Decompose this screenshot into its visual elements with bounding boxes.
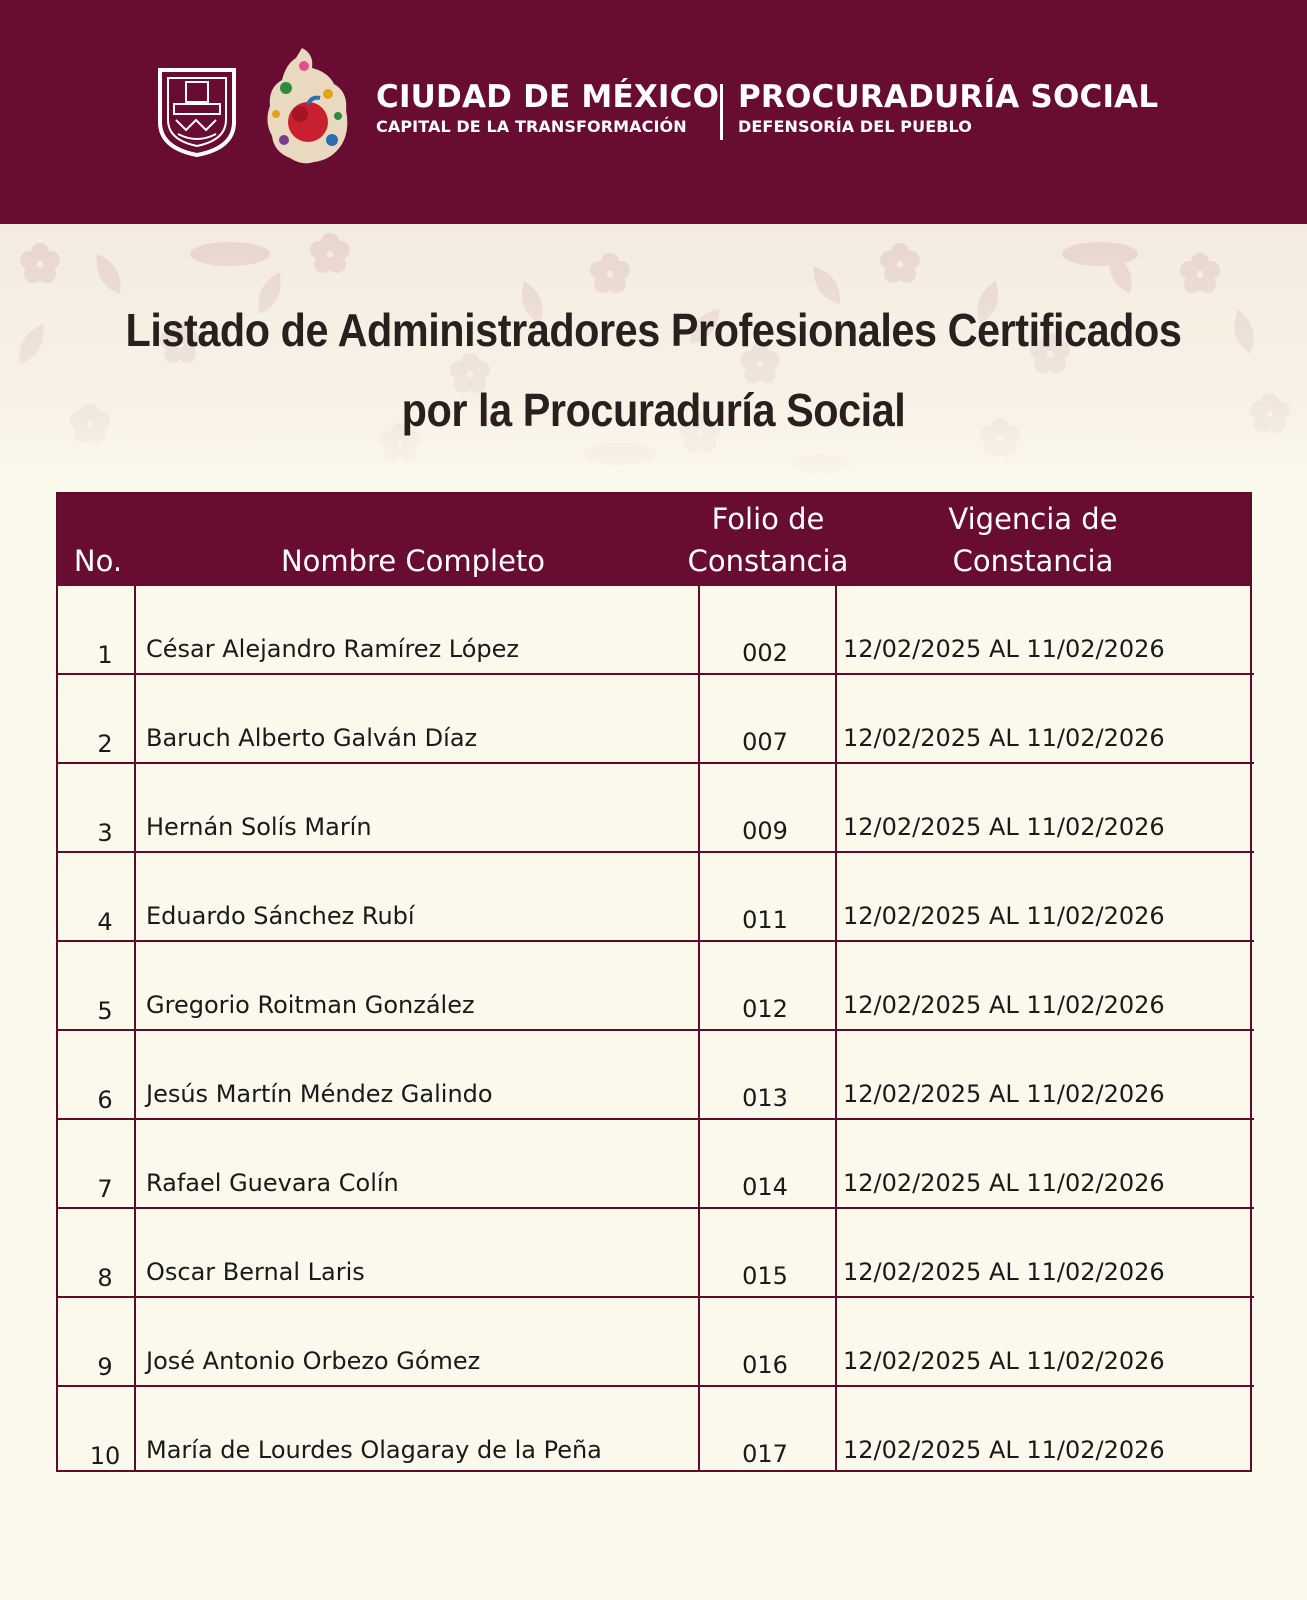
cdmx-coat-of-arms-icon — [156, 66, 238, 158]
row-full-name: Baruch Alberto Galván Díaz — [146, 724, 478, 752]
row-full-name: María de Lourdes Olagaray de la Peña — [146, 1436, 602, 1464]
table-row — [58, 942, 1254, 1031]
row-full-name: Gregorio Roitman González — [146, 991, 475, 1019]
row-number: 2 — [97, 730, 113, 758]
cdmx-brand-tagline: CAPITAL DE LA TRANSFORMACIÓN — [376, 117, 687, 136]
row-full-name: Hernán Solís Marín — [146, 813, 372, 841]
row-vigencia: 12/02/2025 AL 11/02/2026 — [843, 1258, 1165, 1286]
column-header-name: Nombre Completo — [280, 544, 546, 578]
row-vigencia: 12/02/2025 AL 11/02/2026 — [843, 724, 1165, 752]
row-vigencia: 12/02/2025 AL 11/02/2026 — [843, 991, 1165, 1019]
row-number: 3 — [97, 819, 113, 847]
prosoc-brand-name: PROCURADURÍA SOCIAL — [738, 79, 1159, 115]
row-folio: 002 — [742, 639, 788, 667]
row-vigencia: 12/02/2025 AL 11/02/2026 — [843, 1436, 1165, 1464]
row-number: 10 — [89, 1442, 121, 1470]
row-number: 8 — [97, 1264, 113, 1292]
row-full-name: Oscar Bernal Laris — [146, 1258, 365, 1286]
column-header-vigencia-line-2: Constancia — [952, 544, 1114, 578]
table-row — [58, 1031, 1254, 1120]
table-row — [58, 853, 1254, 942]
table-row — [58, 764, 1254, 853]
header-banner — [0, 0, 1307, 224]
column-header-folio-line-2: Constancia — [687, 544, 849, 578]
row-vigencia: 12/02/2025 AL 11/02/2026 — [843, 1347, 1165, 1375]
table-row — [58, 586, 1254, 675]
row-full-name: César Alejandro Ramírez López — [146, 635, 520, 663]
row-folio: 014 — [742, 1173, 788, 1201]
column-header-folio-line-1: Folio de — [711, 502, 825, 536]
cdmx-brand — [376, 78, 719, 138]
page-title-line-2: por la Procuraduría Social — [401, 384, 906, 436]
row-folio: 007 — [742, 728, 788, 756]
cdmx-map-heart-logo-icon — [262, 44, 354, 168]
row-vigencia: 12/02/2025 AL 11/02/2026 — [843, 902, 1165, 930]
column-header-vigencia-line-1: Vigencia de — [948, 502, 1118, 536]
row-folio: 009 — [742, 817, 788, 845]
row-number: 1 — [97, 641, 113, 669]
row-number: 6 — [97, 1086, 113, 1114]
row-full-name: Rafael Guevara Colín — [146, 1169, 399, 1197]
row-vigencia: 12/02/2025 AL 11/02/2026 — [843, 813, 1165, 841]
page-title-line-1: Listado de Administradores Profesionales Certificados — [125, 304, 1182, 356]
row-number: 9 — [97, 1353, 113, 1381]
table-row — [58, 1120, 1254, 1209]
row-vigencia: 12/02/2025 AL 11/02/2026 — [843, 1080, 1165, 1108]
row-folio: 013 — [742, 1084, 788, 1112]
row-number: 4 — [97, 908, 113, 936]
prosoc-brand — [738, 78, 1158, 138]
row-folio: 015 — [742, 1262, 788, 1290]
row-full-name: Eduardo Sánchez Rubí — [146, 902, 415, 930]
row-folio: 016 — [742, 1351, 788, 1379]
row-number: 5 — [97, 997, 113, 1025]
table-header — [58, 494, 1250, 586]
row-folio: 017 — [742, 1440, 788, 1468]
row-folio: 012 — [742, 995, 788, 1023]
table-row — [58, 1209, 1254, 1298]
certified-administrators-table — [56, 492, 1252, 1472]
cdmx-brand-name: CIUDAD DE MÉXICO — [376, 79, 720, 115]
table-row — [58, 675, 1254, 764]
row-full-name: Jesús Martín Méndez Galindo — [146, 1080, 493, 1108]
prosoc-brand-tagline: DEFENSORÍA DEL PUEBLO — [738, 117, 972, 136]
row-full-name: José Antonio Orbezo Gómez — [146, 1347, 481, 1375]
table-row — [58, 1298, 1254, 1387]
row-vigencia: 12/02/2025 AL 11/02/2026 — [843, 635, 1165, 663]
row-number: 7 — [97, 1175, 113, 1203]
page-title — [0, 290, 1307, 450]
brand-divider — [720, 84, 723, 140]
row-folio: 011 — [742, 906, 788, 934]
column-header-no: No. — [73, 544, 123, 578]
table-row — [58, 1387, 1254, 1476]
row-vigencia: 12/02/2025 AL 11/02/2026 — [843, 1169, 1165, 1197]
